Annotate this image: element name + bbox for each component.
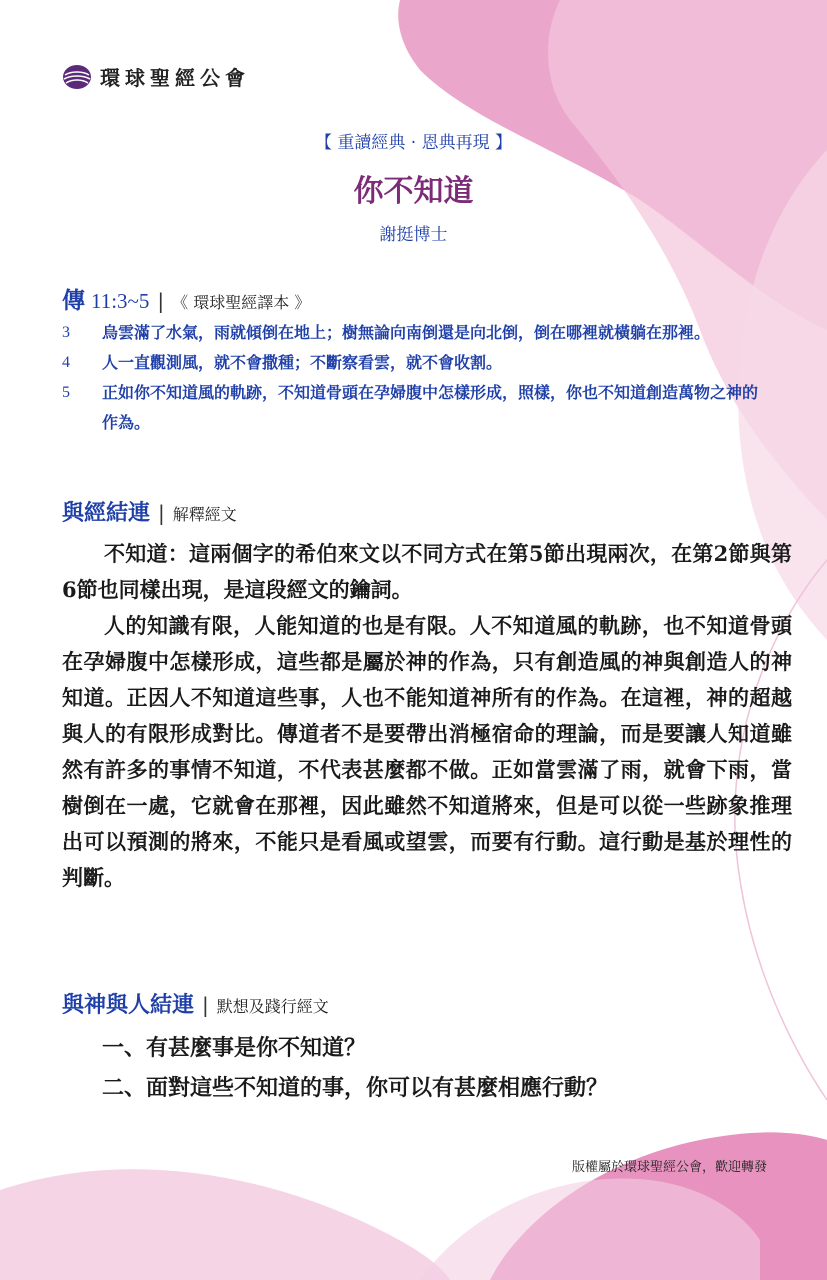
section-title: 與經結連 xyxy=(62,500,151,526)
verse-text: 人一直觀測風，就不會撒種；不斷察看雲，就不會收割。 xyxy=(102,353,503,372)
publisher-name: 環球聖經公會 xyxy=(100,66,250,90)
verse-text: 烏雲滿了水氣，雨就傾倒在地上；樹無論向南倒還是向北倒，倒在哪裡就橫躺在那裡。 xyxy=(102,323,711,342)
bible-society-logo-icon xyxy=(62,64,92,90)
scripture-range: 11:3~5 xyxy=(91,289,150,313)
question-item: 一、有甚麼事是你不知道？ xyxy=(102,1035,367,1061)
explanation-body xyxy=(62,536,792,896)
copyright-notice: 版權屬於環球聖經公會，歡迎轉發 xyxy=(571,1160,767,1175)
question-item: 二、面對這些不知道的事，你可以有甚麼相應行動？ xyxy=(102,1075,609,1101)
body-paragraph: 不知道：這兩個字的希伯來文以不同方式在第5節出現兩次，在第2節與第6節也同樣出現，是這段經文的鑰詞。 xyxy=(62,541,792,602)
body-paragraph: 人的知識有限，人能知道的也是有限。人不知道風的軌跡，也不知道骨頭在孕婦腹中怎樣形成，這些都是屬於神的作為，只有創造風的神與創造人的神知道。正因人不知道這些事，人也不能知道神所有的作為。在這裡，神的超越與人的有限形成對比。傳道者不是要帶出消極宿命的理論，而是要讓人知道雖然有許多的事情不知道，不代表甚麼都不做。正如當雲滿了雨，就會下雨，當樹倒在一處，它就會在那裡，因此雖然不知道將來，但是可以從一些跡象推理出可以預測的將來，不能只是看風或望雲，而要有行動。這行動是基於理性的判斷。 xyxy=(62,613,792,890)
verse-text: 正如你不知道風的軌跡，不知道骨頭在孕婦腹中怎樣形成，照樣，你也不知道創造萬物之神的作為。 xyxy=(102,383,759,432)
verse-number: 5 xyxy=(62,384,70,401)
reflection-questions xyxy=(102,1028,792,1108)
author-name: 謝挺博士 xyxy=(379,225,448,245)
section-separator: | xyxy=(202,993,209,1017)
verse-item xyxy=(62,348,772,378)
publisher-logo xyxy=(62,62,250,91)
bible-version: 《 環球聖經譯本 》 xyxy=(172,293,311,312)
scripture-book: 傳 xyxy=(62,287,85,314)
section-subtitle: 默想及踐行經文 xyxy=(216,997,329,1016)
page-title: 你不知道 xyxy=(353,174,474,209)
verse-item xyxy=(62,378,772,438)
verse-list xyxy=(62,318,772,438)
section-heading-reflection xyxy=(62,988,329,1019)
section-subtitle: 解釋經文 xyxy=(172,505,237,524)
series-label: 【 重讀經典 · 恩典再現 】 xyxy=(314,133,513,153)
verse-item xyxy=(62,318,772,348)
section-title: 與神與人結連 xyxy=(62,992,195,1018)
section-separator: | xyxy=(158,501,165,525)
scripture-reference xyxy=(62,282,310,315)
section-heading-explanation xyxy=(62,496,237,527)
verse-number: 3 xyxy=(62,324,70,341)
reference-separator: | xyxy=(157,289,165,313)
verse-number: 4 xyxy=(62,354,70,371)
